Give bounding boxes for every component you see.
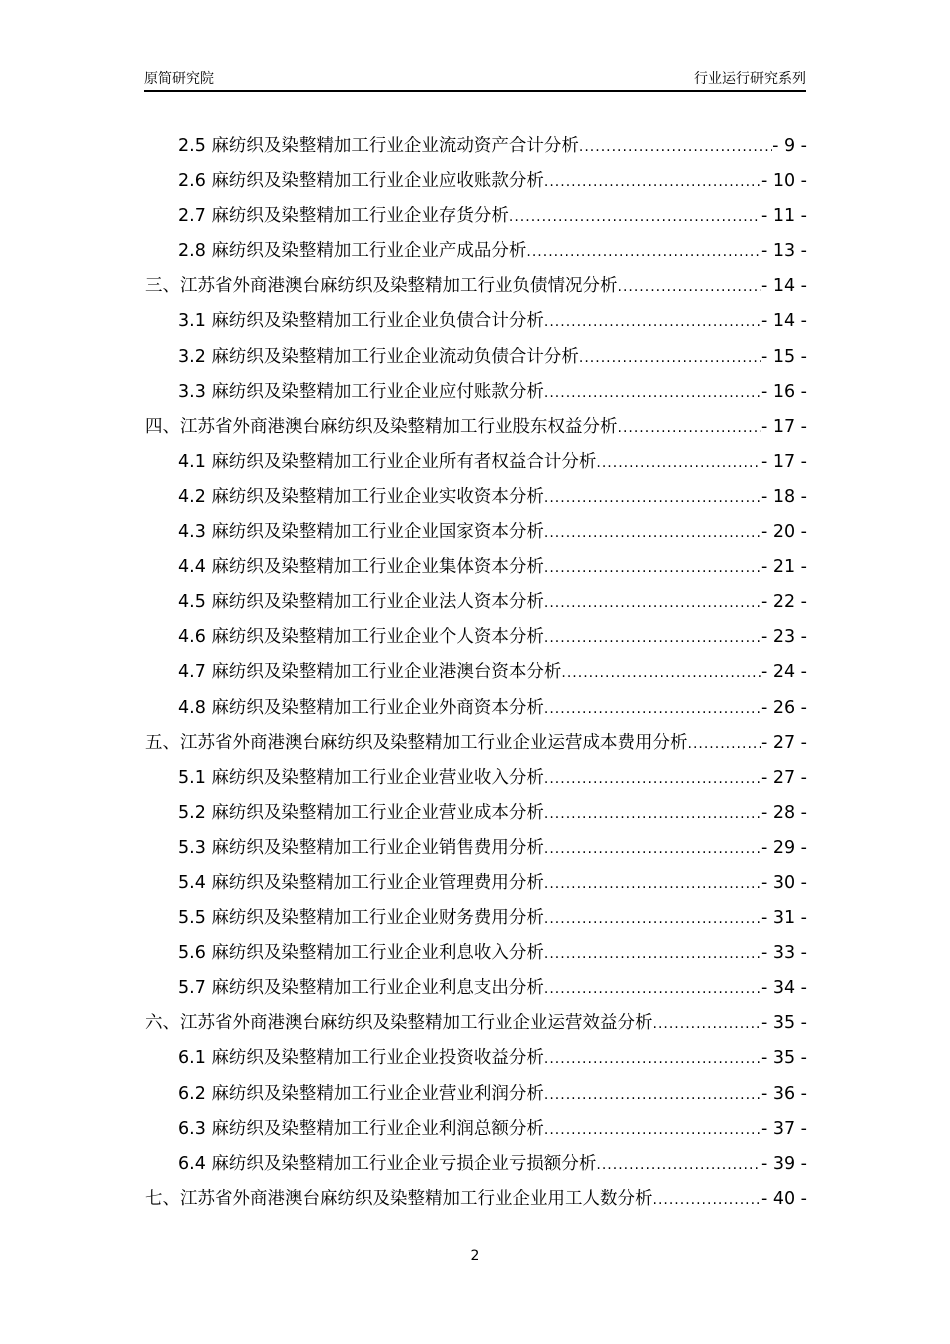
toc-entry[interactable]	[145, 1151, 807, 1186]
dot-leader	[544, 1046, 761, 1073]
toc-entry-page: - 17 -	[760, 451, 807, 472]
toc-entry-page: - 14 -	[760, 311, 807, 332]
toc-entry[interactable]	[145, 800, 807, 835]
dot-leader	[544, 801, 761, 828]
header-series: 行业运行研究系列	[694, 71, 806, 87]
toc-entry[interactable]	[145, 870, 807, 905]
dot-leader	[544, 555, 761, 582]
dot-leader	[544, 871, 761, 898]
toc-entry-title: 2.8 麻纺织及染整精加工行业企业产成品分析	[178, 241, 527, 262]
toc-entry-page: - 40 -	[760, 1188, 807, 1209]
dot-leader	[596, 1152, 761, 1179]
toc-entry[interactable]	[145, 308, 807, 343]
dot-leader	[688, 731, 761, 758]
toc-entry-page: - 27 -	[760, 732, 807, 753]
toc-entry-title: 5.4 麻纺织及染整精加工行业企业管理费用分析	[178, 872, 544, 893]
toc-entry-title: 6.3 麻纺织及染整精加工行业企业利润总额分析	[178, 1118, 544, 1139]
toc-entry[interactable]	[145, 273, 807, 308]
toc-entry[interactable]	[145, 449, 807, 484]
toc-entry-page: - 35 -	[760, 1013, 807, 1034]
toc-entry-title: 4.4 麻纺织及染整精加工行业企业集体资本分析	[178, 557, 544, 578]
toc-entry-title: 五、江苏省外商港澳台麻纺织及染整精加工行业企业运营成本费用分析	[145, 732, 688, 753]
toc-entry-page: - 26 -	[760, 697, 807, 718]
toc-entry-title: 6.4 麻纺织及染整精加工行业企业亏损企业亏损额分析	[178, 1153, 597, 1174]
toc-entry-title: 2.7 麻纺织及染整精加工行业企业存货分析	[178, 206, 509, 227]
dot-leader	[618, 274, 761, 301]
toc-entry-page: - 10 -	[760, 171, 807, 192]
toc-entry-page: - 27 -	[760, 767, 807, 788]
toc-entry[interactable]	[145, 484, 807, 519]
toc-entry-page: - 13 -	[760, 241, 807, 262]
toc-entry[interactable]	[145, 940, 807, 975]
toc-entry-title: 2.6 麻纺织及染整精加工行业企业应收账款分析	[178, 171, 544, 192]
dot-leader	[509, 204, 761, 231]
toc-entry-title: 2.5 麻纺织及染整精加工行业企业流动资产合计分析	[178, 136, 579, 156]
toc-entry-page: - 28 -	[760, 802, 807, 823]
dot-leader	[544, 590, 761, 617]
toc-entry-page: - 30 -	[760, 872, 807, 893]
toc-entry[interactable]	[145, 905, 807, 940]
dot-leader	[544, 485, 761, 512]
dot-leader	[544, 520, 761, 547]
toc-entry-page: - 20 -	[760, 522, 807, 543]
dot-leader	[544, 625, 761, 652]
toc-entry[interactable]	[145, 379, 807, 414]
toc-entry[interactable]	[145, 1116, 807, 1151]
dot-leader	[544, 1082, 761, 1109]
toc-entry-title: 4.7 麻纺织及染整精加工行业企业港澳台资本分析	[178, 662, 562, 683]
toc-entry-title: 3.3 麻纺织及染整精加工行业企业应付账款分析	[178, 381, 544, 402]
toc-entry-title: 3.1 麻纺织及染整精加工行业企业负债合计分析	[178, 311, 544, 332]
toc-entry[interactable]	[145, 730, 807, 765]
toc-entry[interactable]	[145, 133, 807, 168]
toc-entry-page: - 17 -	[760, 416, 807, 437]
dot-leader	[596, 450, 761, 477]
toc-entry-title: 4.1 麻纺织及染整精加工行业企业所有者权益合计分析	[178, 451, 597, 472]
toc-entry-page: - 29 -	[760, 837, 807, 858]
toc-entry-page: - 11 -	[760, 206, 807, 227]
toc-entry-page: - 14 -	[760, 276, 807, 297]
toc-entry-title: 6.1 麻纺织及染整精加工行业企业投资收益分析	[178, 1048, 544, 1069]
dot-leader	[544, 906, 761, 933]
toc-entry-title: 5.5 麻纺织及染整精加工行业企业财务费用分析	[178, 908, 544, 929]
toc-entry[interactable]	[145, 765, 807, 800]
dot-leader	[544, 309, 761, 336]
toc-entry-title: 5.1 麻纺织及染整精加工行业企业营业收入分析	[178, 767, 544, 788]
dot-leader	[579, 134, 772, 161]
toc-entry-page: - 22 -	[760, 592, 807, 613]
toc-entry[interactable]	[145, 835, 807, 870]
toc-entry-page: - 9 -	[772, 136, 807, 156]
toc-entry-page: - 39 -	[760, 1153, 807, 1174]
dot-leader	[544, 1117, 761, 1144]
toc-entry-page: - 33 -	[760, 943, 807, 964]
toc-entry[interactable]	[145, 554, 807, 589]
dot-leader	[544, 836, 761, 863]
toc-entry-title: 4.2 麻纺织及染整精加工行业企业实收资本分析	[178, 486, 544, 507]
dot-leader	[544, 380, 761, 407]
dot-leader	[544, 976, 761, 1003]
dot-leader	[544, 941, 761, 968]
toc-entry[interactable]	[145, 1081, 807, 1116]
toc-entry-page: - 16 -	[760, 381, 807, 402]
toc-entry-title: 4.3 麻纺织及染整精加工行业企业国家资本分析	[178, 522, 544, 543]
dot-leader	[544, 766, 761, 793]
dot-leader	[653, 1187, 761, 1214]
toc-entry[interactable]	[145, 695, 807, 730]
toc-entry-title: 4.8 麻纺织及染整精加工行业企业外商资本分析	[178, 697, 544, 718]
toc-entry-page: - 35 -	[760, 1048, 807, 1069]
dot-leader	[544, 169, 761, 196]
toc-entry-title: 七、江苏省外商港澳台麻纺织及染整精加工行业企业用工人数分析	[145, 1188, 653, 1209]
toc-entry[interactable]	[145, 519, 807, 554]
toc-entry[interactable]	[145, 203, 807, 238]
toc-entry-title: 5.2 麻纺织及染整精加工行业企业营业成本分析	[178, 802, 544, 823]
toc-entry[interactable]	[145, 1010, 807, 1045]
toc-entry-page: - 36 -	[760, 1083, 807, 1104]
dot-leader	[544, 696, 761, 723]
toc-entry-page: - 21 -	[760, 557, 807, 578]
toc-entry[interactable]	[145, 414, 807, 449]
toc-entry-page: - 15 -	[760, 346, 807, 367]
toc-entry-title: 3.2 麻纺织及染整精加工行业企业流动负债合计分析	[178, 346, 579, 367]
toc-entry-title: 5.7 麻纺织及染整精加工行业企业利息支出分析	[178, 978, 544, 999]
toc-entry-page: - 24 -	[760, 662, 807, 683]
toc-entry-page: - 18 -	[760, 486, 807, 507]
dot-leader	[618, 415, 761, 442]
dot-leader	[653, 1011, 761, 1038]
toc-entry[interactable]	[145, 168, 807, 203]
toc-entry-page: - 37 -	[760, 1118, 807, 1139]
toc-entry[interactable]	[145, 1045, 807, 1080]
toc-entry-title: 5.6 麻纺织及染整精加工行业企业利息收入分析	[178, 943, 544, 964]
toc-entry-page: - 34 -	[760, 978, 807, 999]
toc-entry[interactable]	[145, 344, 807, 379]
toc-entry-page: - 23 -	[760, 627, 807, 648]
toc-entry[interactable]	[145, 589, 807, 624]
toc-entry[interactable]	[145, 238, 807, 273]
toc-entry-title: 4.6 麻纺织及染整精加工行业企业个人资本分析	[178, 627, 544, 648]
toc-entry[interactable]	[145, 1186, 807, 1221]
header-organization: 原简研究院	[144, 71, 214, 87]
toc-entry[interactable]	[145, 624, 807, 659]
toc-entry-title: 4.5 麻纺织及染整精加工行业企业法人资本分析	[178, 592, 544, 613]
toc-entry-title: 四、江苏省外商港澳台麻纺织及染整精加工行业股东权益分析	[145, 416, 618, 437]
toc-entry-title: 6.2 麻纺织及染整精加工行业企业营业利润分析	[178, 1083, 544, 1104]
dot-leader	[579, 345, 761, 372]
table-of-contents	[145, 133, 807, 1221]
page-header	[144, 68, 806, 92]
toc-entry[interactable]	[145, 659, 807, 694]
toc-entry-title: 三、江苏省外商港澳台麻纺织及染整精加工行业负债情况分析	[145, 276, 618, 297]
toc-entry-title: 六、江苏省外商港澳台麻纺织及染整精加工行业企业运营效益分析	[145, 1013, 653, 1034]
dot-leader	[526, 239, 761, 266]
dot-leader	[561, 660, 761, 687]
toc-entry-title: 5.3 麻纺织及染整精加工行业企业销售费用分析	[178, 837, 544, 858]
toc-entry[interactable]	[145, 975, 807, 1010]
page-number: 2	[470, 1248, 480, 1264]
toc-entry-page: - 31 -	[760, 908, 807, 929]
